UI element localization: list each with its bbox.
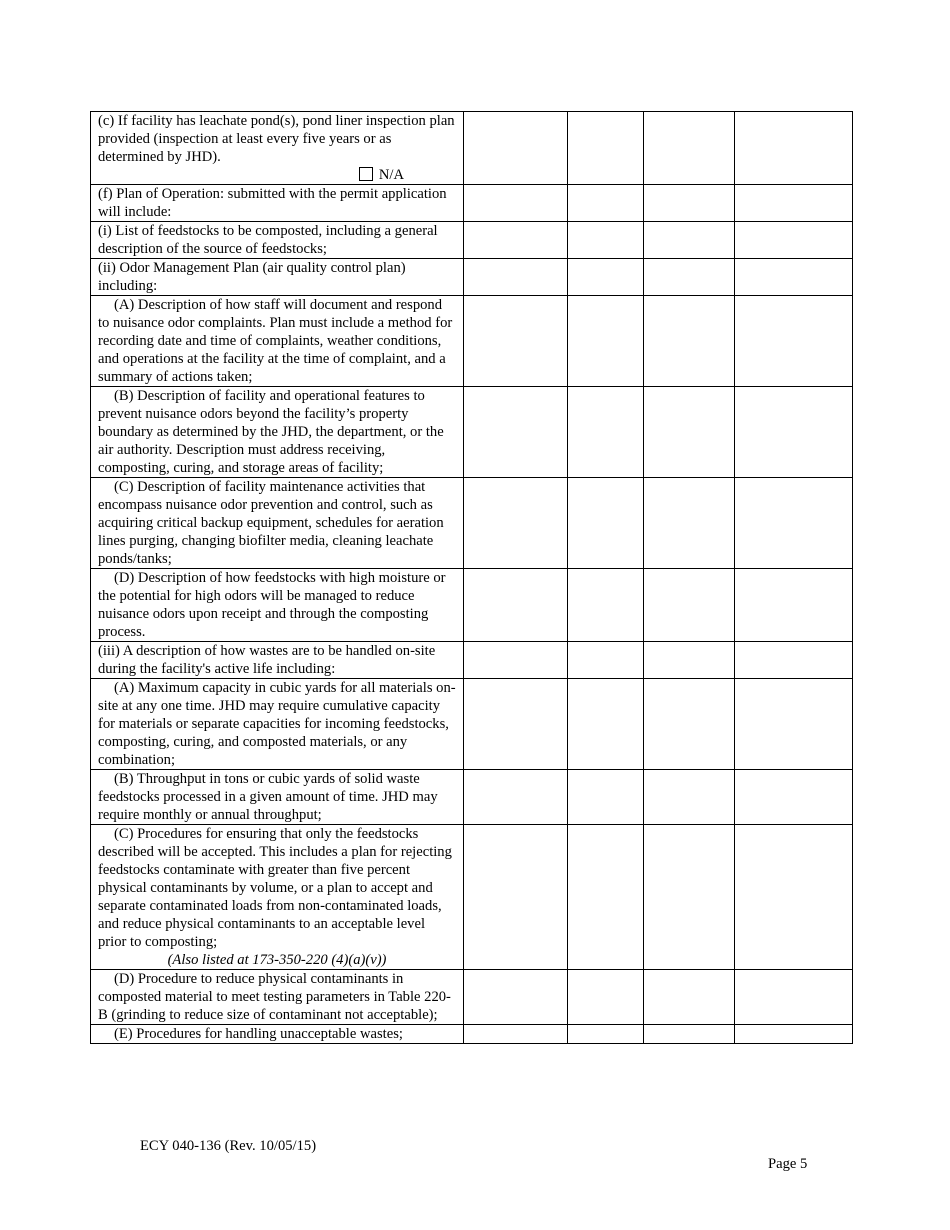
row-description: (C) Description of facility maintenance activities that encompass nuisance odor prevention and control, such as acquiring critical backup equipment, schedules for aeration lines purging, changing biofilter media, cleaning leachate ponds/tanks; (91, 478, 464, 569)
table-row (91, 222, 853, 259)
response-cell[interactable] (464, 1025, 568, 1044)
response-cell[interactable] (464, 185, 568, 222)
response-cell[interactable] (644, 478, 735, 569)
row-description (91, 825, 464, 970)
response-cell[interactable] (735, 770, 853, 825)
table-row (91, 770, 853, 825)
table-row (91, 112, 853, 185)
response-cell[interactable] (568, 387, 644, 478)
form-id: ECY 040-136 (Rev. 10/05/15) (140, 1138, 317, 1154)
response-cell[interactable] (464, 387, 568, 478)
na-label: N/A (378, 167, 404, 183)
response-cell[interactable] (464, 970, 568, 1025)
response-cell[interactable] (735, 222, 853, 259)
checklist-table (90, 111, 853, 1044)
table-row (91, 259, 853, 296)
response-cell[interactable] (464, 296, 568, 387)
response-cell[interactable] (644, 1025, 735, 1044)
response-cell[interactable] (568, 112, 644, 185)
response-cell[interactable] (644, 770, 735, 825)
response-cell[interactable] (568, 478, 644, 569)
row-description: (D) Procedure to reduce physical contaminants in composted material to meet testing parameters in Table 220-B (grinding to reduce size of contaminant not acceptable); (91, 970, 464, 1025)
response-cell[interactable] (568, 296, 644, 387)
response-cell[interactable] (464, 569, 568, 642)
page-number: Page 5 (768, 1156, 808, 1172)
response-cell[interactable] (568, 259, 644, 296)
table-row (91, 970, 853, 1025)
response-cell[interactable] (568, 770, 644, 825)
table-row (91, 825, 853, 970)
table-row (91, 642, 853, 679)
response-cell[interactable] (464, 825, 568, 970)
row-description: (D) Description of how feedstocks with high moisture or the potential for high odors will be managed to reduce nuisance odors upon receipt and through the composting process. (91, 569, 464, 642)
response-cell[interactable] (735, 112, 853, 185)
response-cell[interactable] (464, 112, 568, 185)
response-cell[interactable] (735, 387, 853, 478)
response-cell[interactable] (644, 222, 735, 259)
response-cell[interactable] (735, 478, 853, 569)
response-cell[interactable] (568, 1025, 644, 1044)
table-row (91, 185, 853, 222)
row-description: (E) Procedures for handling unacceptable wastes; (91, 1025, 464, 1044)
response-cell[interactable] (735, 825, 853, 970)
response-cell[interactable] (464, 259, 568, 296)
table-row (91, 478, 853, 569)
response-cell[interactable] (464, 679, 568, 770)
response-cell[interactable] (644, 259, 735, 296)
cross-reference-note: (Also listed at 173-350-220 (4)(a)(v)) (167, 952, 387, 968)
row-description: (ii) Odor Management Plan (air quality control plan) including: (91, 259, 464, 296)
response-cell[interactable] (644, 112, 735, 185)
response-cell[interactable] (735, 185, 853, 222)
response-cell[interactable] (644, 679, 735, 770)
row-text: (C) Procedures for ensuring that only the feedstocks described will be accepted. This includes a plan for rejecting feedstocks contaminate with greater than five percent physical contaminants by volume, or a plan to accept and separate contaminated loads from non-contaminated loads, and reduce physical contaminants to an acceptable level prior to composting; (98, 826, 452, 950)
row-description: (i) List of feedstocks to be composted, including a general description of the source of feedstocks; (91, 222, 464, 259)
row-description (91, 112, 464, 185)
response-cell[interactable] (464, 642, 568, 679)
response-cell[interactable] (568, 642, 644, 679)
row-description: (A) Description of how staff will document and respond to nuisance odor complaints. Plan must include a method for recording date and time of complaints, weather conditions, and operations at the facility at the time of complaint, and a summary of actions taken; (91, 296, 464, 387)
table-row (91, 296, 853, 387)
row-description: (A) Maximum capacity in cubic yards for all materials on-site at any one time. JHD may require cumulative capacity for materials or separate capacities for incoming feedstocks, composting, curing, and composted materials, or any combination; (91, 679, 464, 770)
response-cell[interactable] (644, 569, 735, 642)
response-cell[interactable] (735, 642, 853, 679)
response-cell[interactable] (568, 569, 644, 642)
row-description: (iii) A description of how wastes are to be handled on-site during the facility's active life including: (91, 642, 464, 679)
table-row (91, 387, 853, 478)
response-cell[interactable] (735, 259, 853, 296)
response-cell[interactable] (644, 296, 735, 387)
response-cell[interactable] (568, 185, 644, 222)
table-row (91, 1025, 853, 1044)
response-cell[interactable] (644, 642, 735, 679)
response-cell[interactable] (644, 185, 735, 222)
row-description: (f) Plan of Operation: submitted with the permit application will include: (91, 185, 464, 222)
response-cell[interactable] (568, 970, 644, 1025)
response-cell[interactable] (735, 679, 853, 770)
row-description: (B) Throughput in tons or cubic yards of solid waste feedstocks processed in a given amount of time. JHD may require monthly or annual throughput; (91, 770, 464, 825)
response-cell[interactable] (735, 1025, 853, 1044)
response-cell[interactable] (464, 478, 568, 569)
row-text: (c) If facility has leachate pond(s), pond liner inspection plan provided (inspection at least every five years or as determined by JHD). (98, 113, 455, 165)
row-description: (B) Description of facility and operational features to prevent nuisance odors beyond the facility’s property boundary as determined by the JHD, the department, or the air authority. Description must address receiving, composting, curing, and storage areas of facility; (91, 387, 464, 478)
response-cell[interactable] (644, 825, 735, 970)
response-cell[interactable] (568, 825, 644, 970)
table-row (91, 679, 853, 770)
response-cell[interactable] (735, 569, 853, 642)
response-cell[interactable] (568, 679, 644, 770)
table-row (91, 569, 853, 642)
na-checkbox[interactable] (359, 167, 373, 181)
na-option (98, 166, 456, 184)
response-cell[interactable] (568, 222, 644, 259)
response-cell[interactable] (464, 770, 568, 825)
response-cell[interactable] (735, 970, 853, 1025)
response-cell[interactable] (644, 387, 735, 478)
response-cell[interactable] (735, 296, 853, 387)
response-cell[interactable] (464, 222, 568, 259)
response-cell[interactable] (644, 970, 735, 1025)
